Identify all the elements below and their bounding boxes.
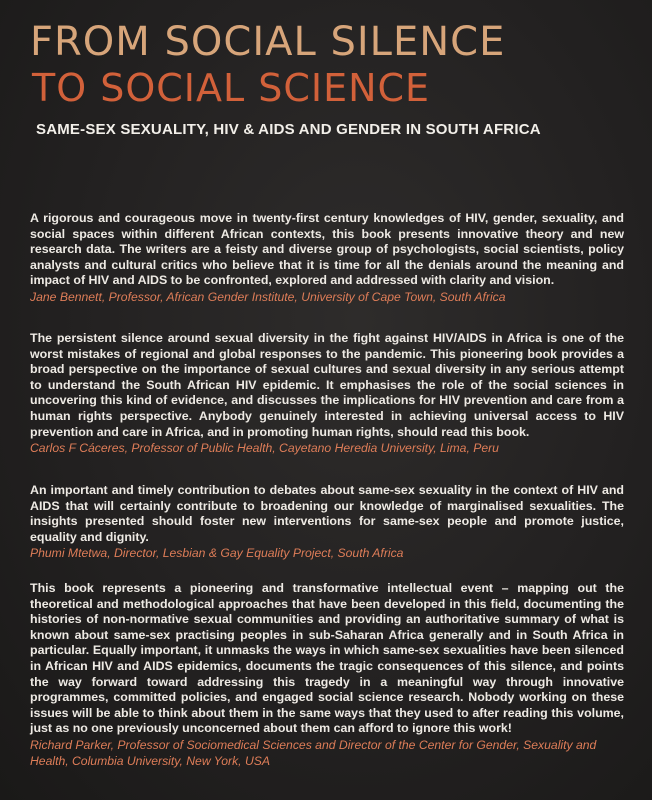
title-line-1: FROM SOCIAL SILENCE <box>30 19 506 65</box>
endorsement-blurb <box>30 581 624 769</box>
title-line-2: TO SOCIAL SCIENCE <box>32 66 431 110</box>
endorsement-blurb <box>30 483 624 562</box>
endorsement-text: This book represents a pioneering and transformative intellectual event – mapping out the theoretical and methodological approaches that have been developed in this field, documenting the histories of non-normative sexual communities and providing an authoritative summary of what is known about same-sex practising peoples in sub-Saharan Africa generally and in South Africa in particular. Equally important, it unmasks the ways in which same-sex sexualities have been silenced in African HIV and AIDS epidemics, documents the tragic consequences of this silence, and points the way forward toward addressing this tragedy in a meaningful way through innovative programmes, committed policies, and engaged social science research. Nobody working on these issues will be able to think about them in the same ways that they used to after reading this volume, just as no one previously unconcerned about them can afford to ignore this work! <box>30 581 624 736</box>
endorsement-text: An important and timely contribution to debates about same-sex sexuality in the context of HIV and AIDS that will certainly contribute to broadening our knowledge of marginalised sexualities. The insights presented should foster new interventions for same-sex people and promote justice, equality and dignity. <box>30 483 624 544</box>
endorsement-attribution: Phumi Mtetwa, Director, Lesbian & Gay Equality Project, South Africa <box>30 546 404 561</box>
subtitle: SAME-SEX SEXUALITY, HIV & AIDS AND GENDER IN SOUTH AFRICA <box>36 121 541 138</box>
endorsement-attribution: Jane Bennett, Professor, African Gender Institute, University of Cape Town, South Africa <box>30 289 506 304</box>
endorsement-blurb <box>30 211 624 306</box>
endorsement-attribution: Carlos F Cáceres, Professor of Public Health, Cayetano Heredia University, Lima, Peru <box>30 441 499 456</box>
endorsement-blurb <box>30 331 624 457</box>
endorsement-attribution: Richard Parker, Professor of Sociomedical Sciences and Director of the Center for Gender, Sexuality and Health, Columbia University, New York, USA <box>30 737 597 768</box>
endorsement-text: The persistent silence around sexual diversity in the fight against HIV/AIDS in Africa is one of the worst mistakes of regional and global responses to the pandemic. This pioneering book provides a broad perspective on the importance of sexual cultures and sexual diversity in any serious attempt to understand the South African HIV epidemic. It emphasises the role of the social sciences in uncovering this kind of evidence, and discusses the implications for HIV prevention and care from a human rights perspective. Anybody genuinely interested in achieving universal access to HIV prevention and care in Africa, and in promoting human rights, should read this book. <box>30 331 624 439</box>
endorsement-text: A rigorous and courageous move in twenty-first century knowledges of HIV, gender, sexuality, and social spaces within different African contexts, this book presents innovative theory and new research data. The writers are a feisty and diverse group of psychologists, social scientists, policy analysts and cultural critics who believe that it is time for all the denials around the meaning and impact of HIV and AIDS to be confronted, explored and addressed with clarity and vision. <box>30 211 624 288</box>
